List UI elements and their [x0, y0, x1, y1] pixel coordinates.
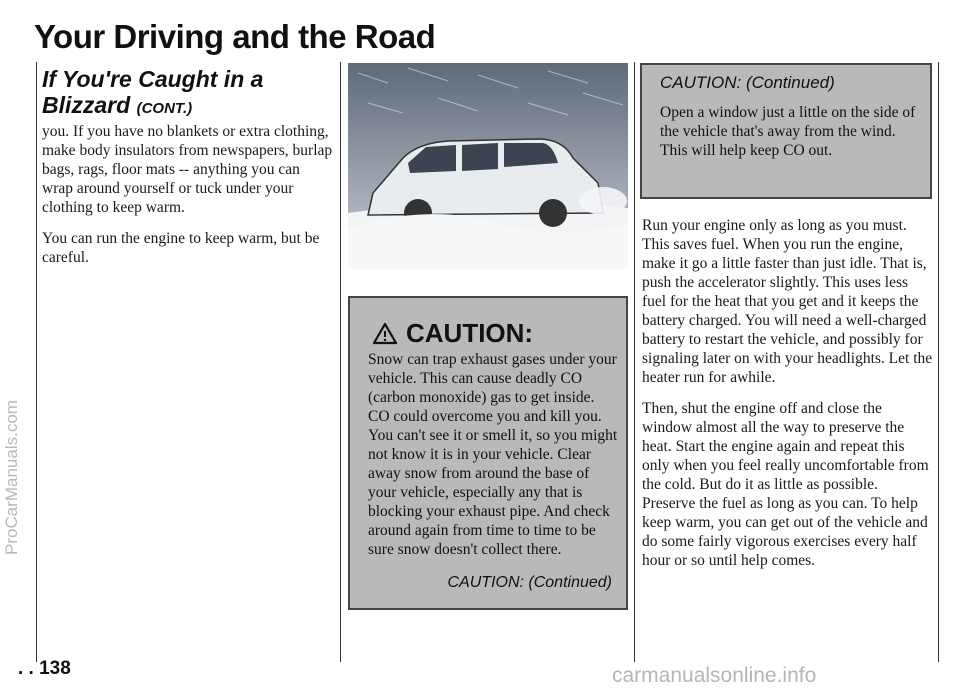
caution-continued-box [640, 63, 932, 199]
side-watermark: ProCarManuals.com [2, 400, 21, 555]
left-paragraph-2: You can run the engine to keep warm, but be careful. [42, 230, 320, 266]
section-heading-cont: (CONT.) [136, 100, 193, 117]
car-in-snowstorm-illustration [348, 63, 628, 269]
section-heading-text: If You're Caught in a Blizzard [42, 66, 264, 118]
bottom-watermark: carmanualsonline.info [612, 664, 817, 687]
left-column-text [42, 122, 334, 279]
page-number: . . 138 [18, 658, 71, 679]
caution-body: Snow can trap exhaust gases under your vehicle. This can cause deadly CO (carbon monoxide) gas to get inside. CO could overcome you and kill you. You can't see it or smell it, so you might not know it is in your vehicle. Clear away snow from around the base of your vehicle, especially any that is blocking your exhaust pipe. And check around again from time to time to be sure snow doesn't collect there. [368, 351, 618, 558]
caution-footer: CAUTION: (Continued) [447, 574, 612, 591]
caution-header [372, 318, 533, 349]
column-rule-mid2 [634, 62, 635, 662]
section-heading [42, 66, 332, 122]
left-paragraph-1: you. If you have no blankets or extra clothing, make body insulators from newspapers, burlap bags, rags, floor mats -- anything you can wrap around yourself or tuck under your clothing to keep warm. [42, 123, 333, 216]
right-column-text [642, 216, 934, 582]
column-rule-right [938, 62, 939, 662]
warning-triangle-icon [372, 322, 398, 345]
right-paragraph-1: Run your engine only as long as you must. This saves fuel. When you run the engine, make it go a little faster than just idle. That is, push the accelerator slightly. This uses less fuel for the heat that you get and it keeps the battery charged. You will need a well-charged battery to restart the vehicle, and possibly for signaling later on with your headlights. Let the heater run for awhile. [642, 217, 933, 386]
caution-box [348, 296, 628, 610]
caution-continued-title: CAUTION: (Continued) [660, 73, 835, 92]
caution-title: CAUTION: [406, 318, 534, 348]
caution-continued-body: Open a window just a little on the side of the vehicle that's away from the wind. This will help keep CO out. [660, 104, 916, 159]
column-rule-left [36, 62, 37, 662]
snowstorm-scene [348, 63, 628, 269]
page-title: Your Driving and the Road [34, 18, 436, 55]
column-rule-mid [340, 62, 341, 662]
right-paragraph-2: Then, shut the engine off and close the window almost all the way to preserve the heat. Start the engine again and repeat this only when you feel really uncomfortable from the cold. But do it as little as possible. Preserve the fuel as long as you can. To help keep warm, you can get out of the vehicle and do some fairly vigorous exercises every half hour or so until help comes. [642, 400, 929, 569]
